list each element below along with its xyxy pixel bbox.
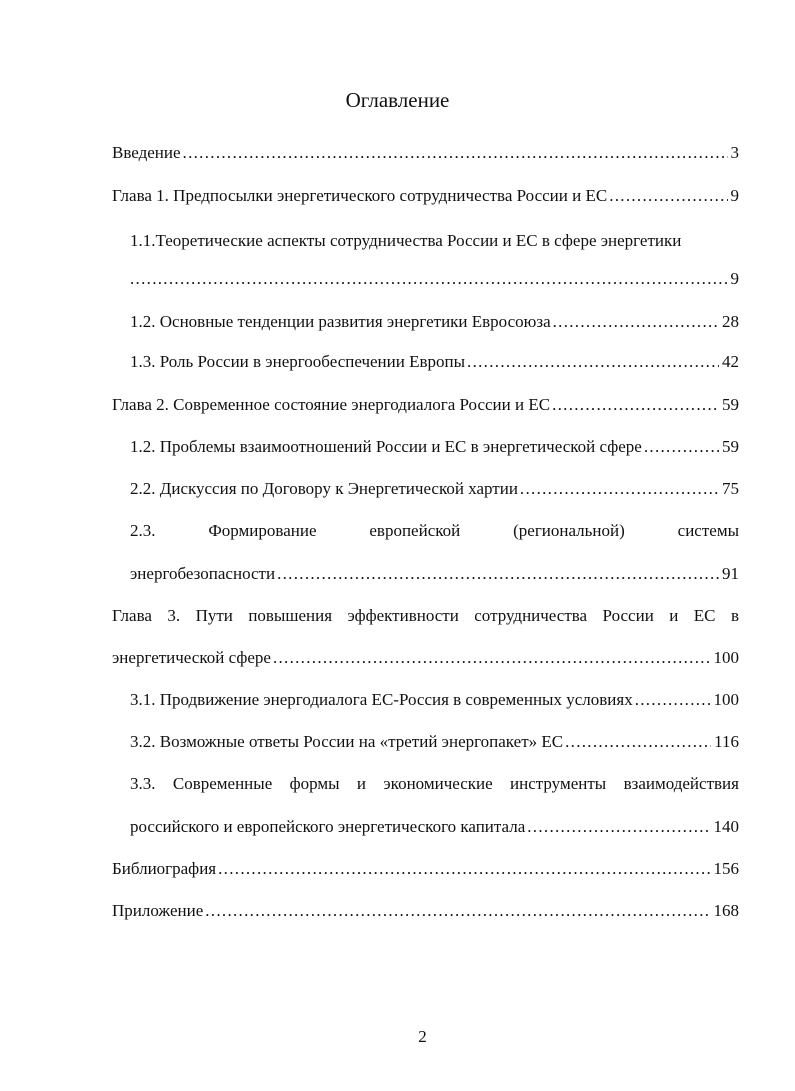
toc-entry-label: 1.3. Роль России в энергообеспечении Европы — [130, 352, 466, 371]
toc-entry-label: 1.1.Теоретические аспекты сотрудничества России и ЕС в сфере энергетики — [130, 231, 682, 250]
toc-entry-section-3-2[interactable] — [130, 729, 739, 755]
toc-entry-label: энергобезопасности — [130, 564, 276, 583]
toc-word: европейской — [369, 521, 461, 540]
toc-page-number: 59 — [722, 395, 739, 414]
toc-word: 2.3. — [130, 521, 156, 540]
toc-entry-section-2-3[interactable] — [130, 518, 739, 544]
dot-leader — [565, 729, 711, 755]
toc-word: повышения — [248, 606, 333, 625]
toc-page-number: 42 — [722, 352, 739, 371]
toc-entry-section-1-3[interactable] — [130, 349, 739, 375]
toc-entry-label: 3.2. Возможные ответы России на «третий энергопакет» ЕС — [130, 732, 564, 751]
toc-word: в — [730, 606, 739, 625]
toc-page-number: 156 — [713, 859, 739, 878]
toc-entry-label: 1.2. Проблемы взаимоотношений России и ЕС в энергетической сфере — [130, 437, 642, 456]
toc-entry-label: энергетической сфере — [112, 648, 271, 667]
toc-entry-label: 3.1. Продвижение энергодиалога ЕС-Россия в современных условиях — [130, 690, 633, 709]
dot-leader — [467, 349, 719, 375]
dot-leader — [609, 183, 727, 209]
dot-leader — [644, 434, 719, 460]
toc-entry-label: Глава 2. Современное состояние энергодиалога России и ЕС — [112, 395, 551, 414]
dot-leader — [552, 392, 719, 418]
toc-word: и — [356, 774, 367, 793]
toc-entry-label: Введение — [112, 143, 181, 162]
toc-entry-chapter-3-continuation[interactable] — [112, 645, 739, 671]
toc-entry-label: 1.2. Основные тенденции развития энергетики Евросоюза — [130, 312, 551, 331]
toc-page-number: 3 — [730, 143, 739, 162]
toc-entry-label: Глава 1. Предпосылки энергетического сотрудничества России и ЕС — [112, 186, 608, 205]
toc-entry-label: российского и европейского энергетического капитала — [130, 817, 526, 836]
toc-word: Формирование — [208, 521, 317, 540]
toc-word: системы — [677, 521, 739, 540]
toc-word: сотрудничества — [474, 606, 588, 625]
toc-page-number: 9 — [730, 269, 739, 288]
toc-word: эффективности — [347, 606, 459, 625]
toc-word: инструменты — [510, 774, 607, 793]
toc-page-number: 140 — [713, 817, 739, 836]
toc-entry-chapter-3[interactable] — [112, 603, 739, 629]
toc-page-number: 100 — [713, 690, 739, 709]
dot-leader — [183, 140, 728, 166]
toc-page-number: 116 — [714, 732, 739, 751]
dot-leader — [218, 856, 710, 882]
toc-page-number: 75 — [722, 479, 739, 498]
toc-word: ЕС — [693, 606, 716, 625]
toc-entry-section-1-1[interactable] — [130, 228, 739, 254]
toc-entry-chapter-2[interactable] — [112, 392, 739, 418]
toc-page-number: 168 — [713, 901, 739, 920]
toc-word: экономические — [383, 774, 493, 793]
dot-leader — [527, 814, 710, 840]
toc-page-number: 59 — [722, 437, 739, 456]
toc-entry-introduction[interactable] — [112, 140, 739, 166]
toc-page-number: 28 — [722, 312, 739, 331]
dot-leader — [205, 898, 710, 924]
dot-leader — [553, 309, 719, 335]
dot-leader — [130, 266, 728, 292]
toc-entry-section-2-3-continuation[interactable] — [130, 561, 739, 587]
toc-entry-bibliography[interactable] — [112, 856, 739, 882]
dot-leader — [635, 687, 711, 713]
toc-entry-label: 2.2. Дискуссия по Договору к Энергетической хартии — [130, 479, 518, 498]
toc-entry-label: Библиография — [112, 859, 217, 878]
toc-word: Пути — [195, 606, 233, 625]
toc-page-number: 100 — [713, 648, 739, 667]
toc-word: и — [669, 606, 679, 625]
toc-word: 3. — [167, 606, 181, 625]
toc-entry-section-3-3-continuation[interactable] — [130, 814, 739, 840]
toc-entry-appendix[interactable] — [112, 898, 739, 924]
page-title: Оглавление — [345, 88, 450, 112]
toc-entry-chapter-1[interactable] — [112, 183, 739, 209]
dot-leader — [273, 645, 711, 671]
toc-entry-section-3-1[interactable] — [130, 687, 739, 713]
toc-entry-section-2-2[interactable] — [130, 476, 739, 502]
toc-entry-section-3-3[interactable] — [130, 771, 739, 797]
toc-entry-section-1-2[interactable] — [130, 309, 739, 335]
page-number: 2 — [418, 1027, 427, 1046]
toc-word: России — [602, 606, 654, 625]
toc-page-number: 91 — [722, 564, 739, 583]
toc-word: взаимодействия — [623, 774, 739, 793]
toc-entry-section-1-1-continuation[interactable] — [130, 266, 739, 292]
toc-word: Современные — [172, 774, 273, 793]
toc-page-number: 9 — [730, 186, 739, 205]
toc-entry-section-2-1[interactable] — [130, 434, 739, 460]
toc-word: Глава — [112, 606, 152, 625]
dot-leader — [520, 476, 719, 502]
toc-word: 3.3. — [130, 774, 156, 793]
toc-word: (региональной) — [513, 521, 625, 540]
toc-word: формы — [289, 774, 340, 793]
dot-leader — [277, 561, 719, 587]
toc-entry-label: Приложение — [112, 901, 204, 920]
